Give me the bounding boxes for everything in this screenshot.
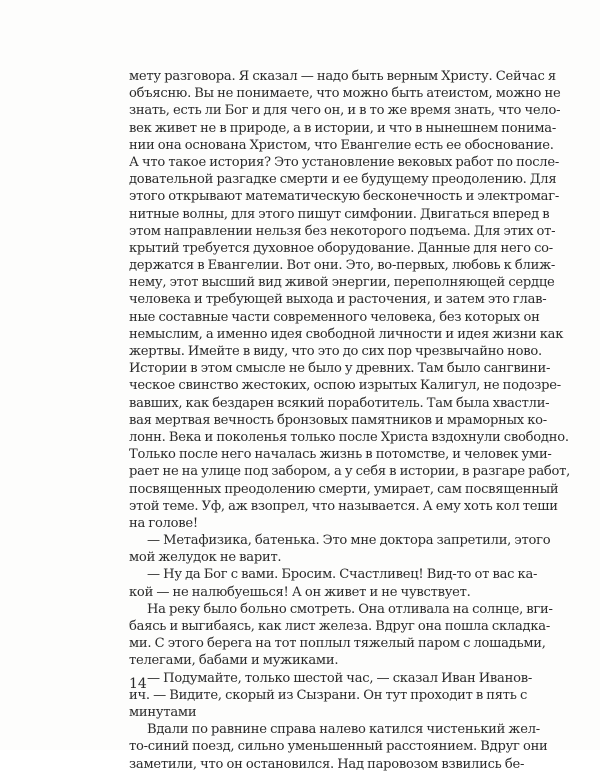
text-line: Вдали по равнине справа налево катился чистенький жел- xyxy=(147,722,540,738)
text-line: этого открывают математическую бесконечность и электромаг- xyxy=(129,189,559,205)
text-line: мету разговора. Я сказал — надо быть верным Христу. Сейчас я xyxy=(129,69,556,84)
body-text xyxy=(129,68,571,773)
text-line: телегами, бабами и мужиками. xyxy=(129,653,339,669)
text-line: знать, есть ли Бог и для чего он, и в то же время знать, что чело- xyxy=(129,103,561,119)
text-line: этом направлении нельзя без некоторого подъема. Для этих от- xyxy=(129,223,556,239)
text-line: век живет не в природе, а в истории, и что в нынешнем понима- xyxy=(129,120,557,136)
text-line: немыслим, а именно идея свободной личности и идея жизни как xyxy=(129,326,564,342)
text-line: довательной разгадке смерти и ее будущему преодолению. Для xyxy=(129,172,557,188)
text-line: нии она основана Христом, что Евангелие есть ее обоснование. xyxy=(129,137,554,153)
text-line: человека и требующей выхода и расточения, и затем это глав- xyxy=(129,292,547,308)
text-line: — Подумайте, только шестой час, — сказал Иван Иванов- xyxy=(147,670,532,686)
text-line: объясню. Вы не понимаете, что можно быть атеистом, можно не xyxy=(129,86,561,102)
text-line: баясь и выгибаясь, как лист железа. Вдруг она пошла складка- xyxy=(129,619,550,634)
text-line: На реку было больно смотреть. Она отливала на солнце, вги- xyxy=(147,601,553,617)
text-line: мой желудок не варит. xyxy=(129,550,282,566)
text-line: крытий требуется духовное оборудование. Данные для него со- xyxy=(129,240,553,256)
text-line: кой — не налюбуешься! А он живет и не чувствует. xyxy=(129,584,471,600)
text-line: на голове! xyxy=(129,515,198,531)
page-number: 14 xyxy=(129,676,147,692)
text-line: ные составные части современного человека, без которых он xyxy=(129,309,540,325)
text-line: Истории в этом смысле не было у древних. Там было сангвини- xyxy=(129,361,551,377)
text-line: то-синий поезд, сильно уменьшенный расстоянием. Вдруг они xyxy=(129,739,548,755)
text-line: лонн. Века и поколенья только после Христа вздохнули свободно. xyxy=(129,429,569,445)
text-line: ческое свинство жестоких, оспою изрытых Калигул, не подозре- xyxy=(129,378,561,394)
text-line: — Метафизика, батенька. Это мне доктора запретили, этого xyxy=(147,533,551,549)
text-line: жертвы. Имейте в виду, что это до сих пор чрезвычайно ново. xyxy=(129,344,542,359)
text-line: — Ну да Бог с вами. Бросим. Счастливец! Вид-то от вас ка- xyxy=(147,567,538,583)
text-line: держатся в Евангелии. Вот они. Это, во-первых, любовь к ближ- xyxy=(129,258,556,274)
text-line: Только после него началась жизнь в потомстве, и человек уми- xyxy=(129,447,552,463)
text-line: рает не на улице под забором, а у себя в истории, в разгаре работ, xyxy=(129,464,571,480)
text-line: ич. — Видите, скорый из Сызрани. Он тут проходит в пять с xyxy=(129,687,528,703)
text-line: минутами xyxy=(129,704,197,720)
text-line: вавших, как бездарен всякий поработитель. Там была хвастли- xyxy=(129,395,550,411)
text-line: нему, этот высший вид живой энергии, переполняющей сердце xyxy=(129,275,555,291)
text-line: вая мертвая вечность бронзовых памятников и мраморных ко- xyxy=(129,412,547,428)
text-line: ми. С этого берега на тот поплыл тяжелый паром с лошадьми, xyxy=(129,636,546,652)
text-line: заметили, что он остановился. Над паровозом взвились бе- xyxy=(129,756,525,772)
text-line: этой теме. Уф, аж взопрел, что называется. А ему хоть кол теши xyxy=(129,498,558,514)
text-line: посвященных преодолению смерти, умирает, сам посвященный xyxy=(129,481,559,497)
text-line: нитные волны, для этого пишут симфонии. Двигаться вперед в xyxy=(129,206,550,222)
text-line: А что такое история? Это установление вековых работ по после- xyxy=(129,154,560,170)
